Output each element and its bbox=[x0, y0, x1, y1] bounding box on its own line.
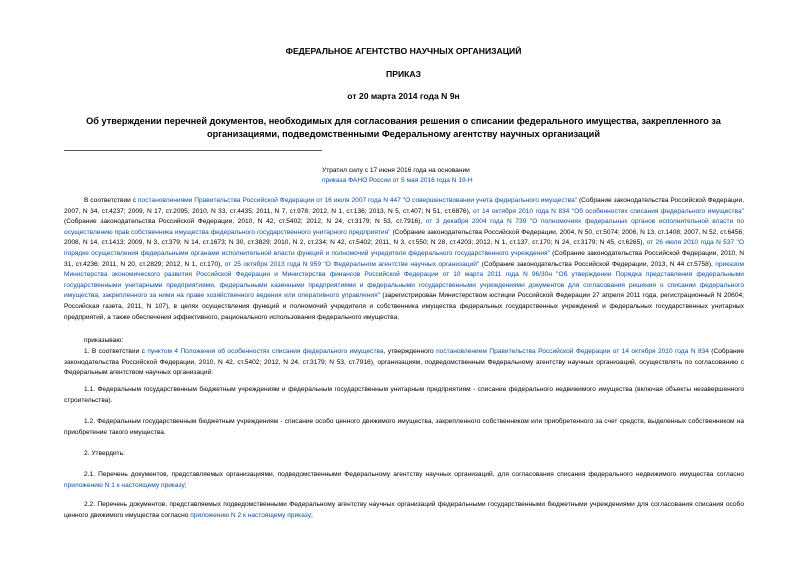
lost-force-link[interactable]: приказа ФАНО России от 5 мая 2016 года N 19-Н bbox=[322, 177, 473, 184]
link-postanovlenie-447[interactable]: постановлениями Правительства Российской Федерации от 16 июля 2007 года N 447 "О совершенствовании учета федерального имущества" bbox=[137, 197, 578, 204]
paragraph-text: (Собрание законодательства Российской Федерации, 2010, N 42, ст.5402; 2012, N 24, ст.3179; N 53, ст.7916), организациям, подведомственным Федеральному агентству научных организаций, осуществлять по согласованию с Федеральным агентством научных организаций: bbox=[64, 348, 744, 377]
link-prikaz-96-30n[interactable]: приказом Министерства экономического развития Российской Федерации и Министерства финансов Российской Федерации от 10 марта 2011 года N 96/30н "Об утверждении Порядка представления федеральными государственными унитарными предприятиями, федеральными казенными предприятиями и федеральными государственными учреждениями документов для согласования решения о списании федерального имущества, закрепленного за ними на праве хозяйственного ведения или оперативного управления" bbox=[64, 260, 744, 300]
order-word: приказываю: bbox=[84, 337, 124, 344]
doc-title: Об утверждении перечней документов, необходимых для согласования решения о списании федерального имущества, закрепленного за организациями, подведомственными Федеральному агентству научных организаций bbox=[86, 116, 721, 139]
paragraph-text: ; bbox=[311, 511, 313, 519]
preamble-paragraph bbox=[64, 196, 744, 323]
preamble-text: (Собрание законодательства Российской Федерации, 2010, N 42, ст.5402; 2012, N 24, ст.3179; N 53, ст.7916), bbox=[64, 218, 426, 226]
link-punkt-4[interactable]: пунктом 4 Положения об особенностях списания федерального имущества bbox=[147, 348, 384, 355]
preamble-text: (Собрание законодательства Российской Федерации, 2007, N 34, ст.4237; 2009, N 17, ст.2095; 2010, N 33, ст.4435; 2011, N 7, ст.978; 2012, N 1, ст.136; 2013, N 5, ст.407; N 51, ст.6876), bbox=[64, 197, 744, 215]
link-postanovlenie-537[interactable]: от 26 июля 2010 года N 537 "О порядке осуществления федеральными органами исполнительной власти функций и полномочий учредителя федерального государственного учреждения" bbox=[64, 239, 744, 257]
separator-line bbox=[64, 150, 322, 151]
preamble-text: (зарегистрирован Министерством юстиции Российской Федерации 27 апреля 2011 года, регистрационный N 20604; Российская газета, 2011, N 107), в целях осуществления функций и полномочий учредителя и собственника имущества федеральных государственных учреждений и федеральных государственных унитарных предприятий, а также обеспечения эффективного, рационального использования федерального имущества, bbox=[64, 292, 744, 321]
doc-type: ПРИКАЗ bbox=[386, 69, 421, 79]
paragraph-1-2: 1.2. Федеральным государственным бюджетным учреждениям - списание особо ценного движимого имущества, закрепленного собственником или приобретенного за счет средств, выделенных собственником на приобретение такого имущества. bbox=[64, 418, 744, 436]
paragraph-text: 1. В соответствии с bbox=[84, 348, 148, 355]
link-prilozhenie-2[interactable]: приложению N 2 к настоящему приказу bbox=[190, 511, 312, 519]
paragraph-text: 2.2. Перечень документов, представляемых подведомственными Федеральному агентству научных организаций федеральными государственными бюджетными учреждениями для согласования списания особо ценного движимого имущества согласно bbox=[64, 501, 744, 519]
paragraph-text: ; bbox=[184, 481, 187, 489]
lost-force-note bbox=[322, 166, 622, 186]
paragraph-1 bbox=[64, 347, 744, 379]
preamble-text: (Собрание законодательства Российской Федерации, 2004, N 50, ст.5074; 2006, N 13, ст.1408; 2007, N 52, ст.6456; 2008, N 14, ст.1413; 2009, N 3, ст.379; N 14, ст.1673; N 30, ст.3829; 2010, N 2, ст.234; N 42, ст.5402; 2011, N 3, ст.550; N 28, ст.4203; 2012, N 1, ст.137, ст.170; N 24, ст.3179; N 45, ст.6265), bbox=[64, 228, 744, 247]
paragraph-text: , утвержденного bbox=[383, 348, 437, 355]
link-prilozhenie-1[interactable]: приложению N 1 к настоящему приказу bbox=[64, 481, 185, 489]
preamble-text: (Собрание законодательства Российской Федерации, 2013, N 44 ст.5758), bbox=[479, 260, 716, 268]
link-postanovlenie-834[interactable]: от 14 октября 2010 года N 834 "Об особенностях списания федерального имущества" bbox=[473, 207, 744, 215]
doc-date-number: от 20 марта 2014 года N 9н bbox=[347, 91, 460, 101]
preamble-text: (Собрание законодательства Российской Федерации, 2010, N 31, ст.4236; 2011, N 20, ст.2829; 2012, N 1, ст.170), bbox=[64, 249, 744, 268]
paragraph-text: 2.1. Перечень документов, представляемых организациями, подведомственными Федеральному агентству научных организаций, для согласования списания федерального недвижимого имущества согласно bbox=[84, 471, 744, 478]
link-postanovlenie-834-p1[interactable]: постановлением Правительства Российской Федерации от 14 октября 2010 года N 834 bbox=[436, 348, 709, 355]
paragraph-1-1: 1.1. Федеральным государственным бюджетным учреждениям и федеральным государственным унитарным предприятиям - списание федерального недвижимого имущества (включая объекты незавершенного строительства). bbox=[64, 386, 744, 404]
paragraph-2: 2. Утвердить: bbox=[84, 450, 125, 457]
agency-name: ФЕДЕРАЛЬНОЕ АГЕНТСТВО НАУЧНЫХ ОРГАНИЗАЦИЙ bbox=[285, 46, 522, 56]
preamble-text: В соответствии с bbox=[84, 197, 138, 204]
link-postanovlenie-739[interactable]: от 3 декабря 2004 года N 739 "О полномочиях федеральных органов исполнительной власти по осуществлению прав собственника имущества федерального государственного унитарного предприятия" bbox=[64, 218, 744, 236]
lost-force-text: Утратил силу с 17 июня 2016 года на основании bbox=[322, 167, 470, 174]
paragraph-2-2 bbox=[64, 500, 744, 521]
paragraph-2-1 bbox=[64, 470, 744, 491]
link-postanovlenie-959[interactable]: от 25 октября 2013 года N 959 "О Федеральном агентстве научных организаций" bbox=[224, 260, 480, 268]
